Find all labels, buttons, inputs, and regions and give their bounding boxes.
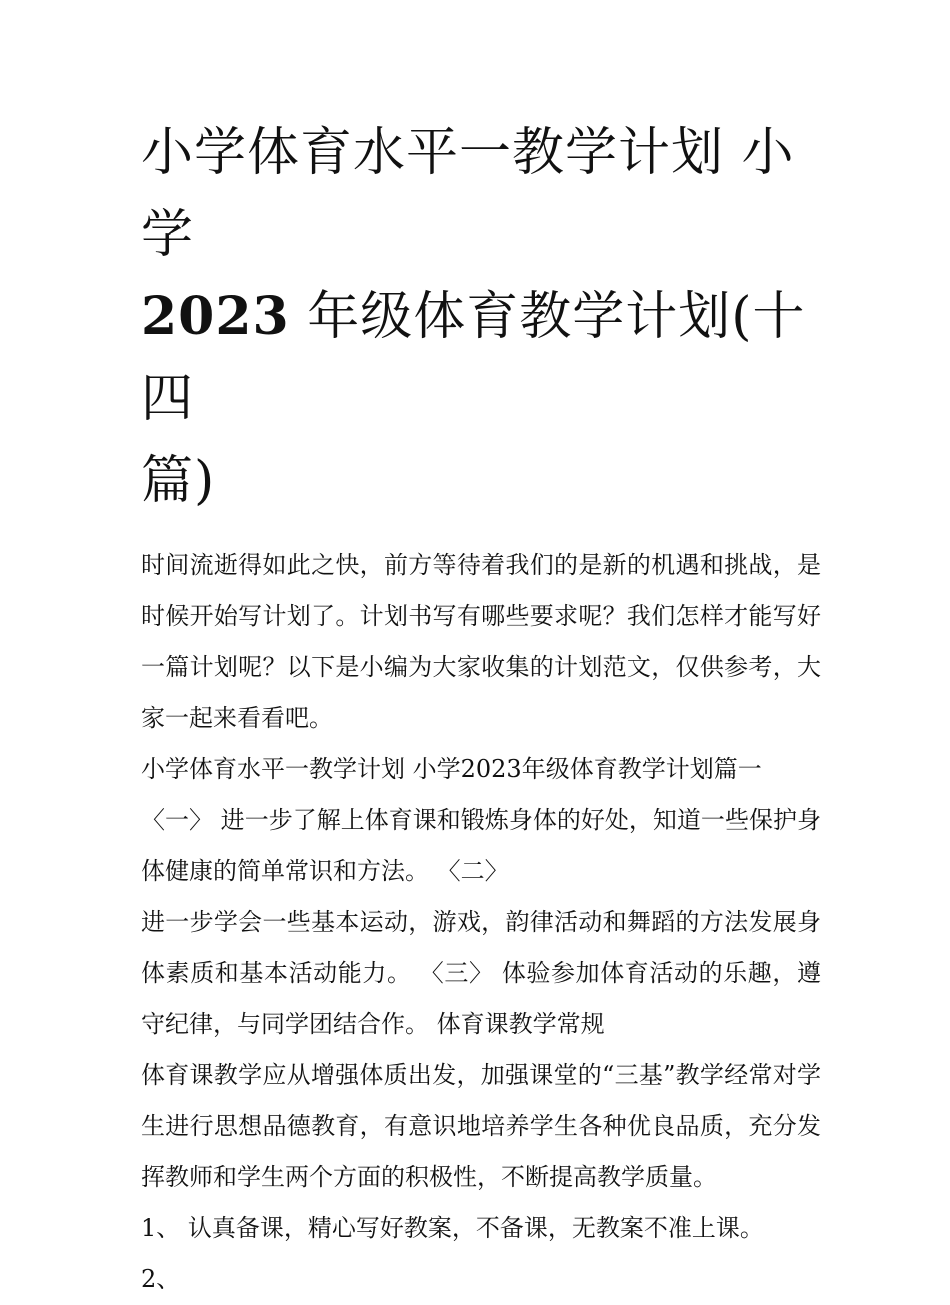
intro-paragraph: 时间流逝得如此之快，前方等待着我们的是新的机遇和挑战，是时候开始写计划了。计划书写有哪些要求呢？我们怎样才能写好一篇计划呢？以下是小编为大家收集的计划范文，仅供参考，大家一起来看看吧。	[141, 551, 821, 732]
section-heading: 小学体育水平一教学计划 小学2023年级体育教学计划篇一	[141, 755, 762, 783]
title-year: 2023	[141, 286, 290, 347]
document-title	[141, 112, 821, 522]
title-line-2: 年级体育教学计划(十四	[141, 287, 806, 429]
routine-paragraph: 体育课教学应从增强体质出发，加强课堂的“三基”教学经常对学生进行思想品德教育，有意识地培养学生各种优良品质，充分发挥教师和学生两个方面的积极性，不断提高教学质量。	[141, 1061, 821, 1191]
goal-paragraph-1: 〈一〉 进一步了解上体育课和锻炼身体的好处，知道一些保护身体健康的简单常识和方法。 〈二〉	[141, 806, 821, 885]
list-item-1: 1、 认真备课，精心写好教案，不备课，无教案不准上课。	[141, 1214, 764, 1242]
title-line-3: 篇)	[141, 451, 216, 511]
document-page	[141, 112, 821, 1305]
title-line-1: 小学体育水平一教学计划 小学	[141, 123, 795, 265]
document-body	[141, 540, 821, 1305]
list-item-2: 2、	[141, 1265, 181, 1293]
goal-paragraph-2: 进一步学会一些基本运动，游戏，韵律活动和舞蹈的方法发展身体素质和基本活动能力。 〈三〉 体验参加体育活动的乐趣，遵守纪律，与同学团结合作。 体育课教学常规	[141, 908, 821, 1038]
